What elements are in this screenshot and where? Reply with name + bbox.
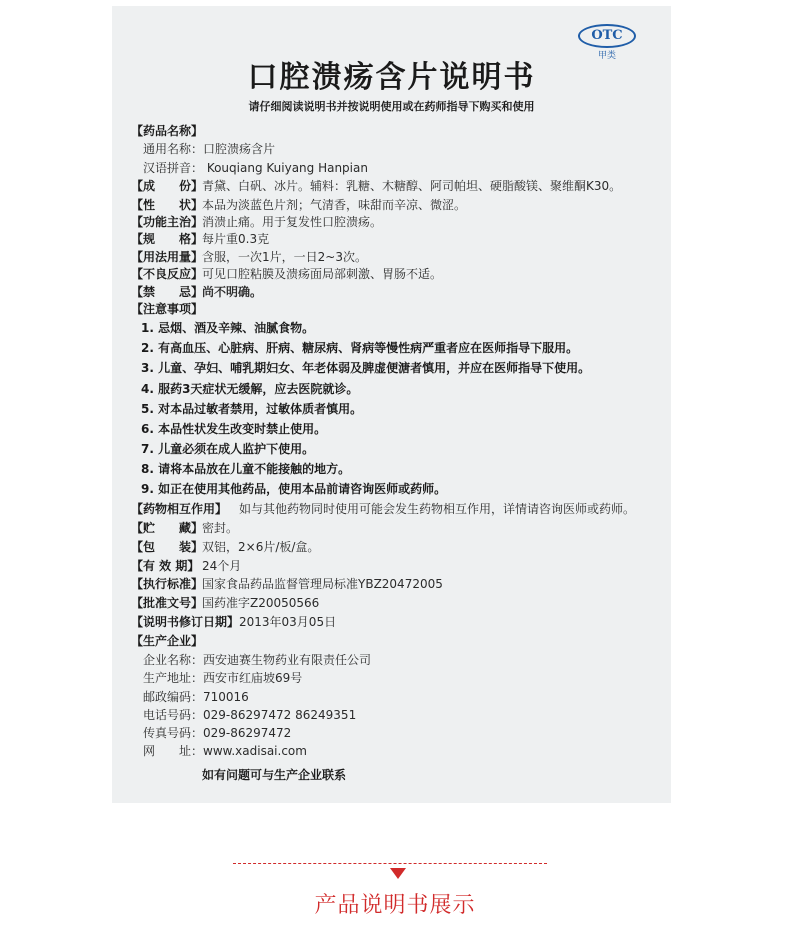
pinyin-name: 汉语拼音： Kouqiang Kuiyang Hanpian (143, 161, 368, 175)
precaution-item: 3. 儿童、孕妇、哺乳期妇女、年老体弱及脾虚便溏者慎用，并应在医师指导下使用。 (141, 361, 591, 375)
revision-row: 【说明书修订日期】2013年03月05日 (131, 615, 337, 629)
contact-note: 如有问题可与生产企业联系 (202, 768, 347, 782)
precaution-item: 2. 有高血压、心脏病、肝病、糖尿病、肾病等慢性病严重者应在医师指导下服用。 (141, 341, 579, 355)
otc-badge: OTC (578, 24, 636, 48)
spec-row: 【规 格】每片重0.3克 (131, 232, 270, 246)
drug-name-heading: 【药品名称】 (131, 124, 204, 138)
ingredients-row: 【成 份】青黛、白矾、冰片。辅料：乳糖、木糖醇、阿司帕坦、硬脂酸镁、聚维酮K30。 (131, 179, 622, 193)
phone-number: 电话号码：029-86297472 86249351 (143, 708, 357, 722)
dosage-row: 【用法用量】含服，一次1片，一日2~3次。 (131, 250, 367, 264)
manufacturer-heading: 【生产企业】 (131, 634, 204, 648)
down-arrow-icon (390, 868, 406, 879)
interaction-row: 【药物相互作用】 如与其他药物同时使用可能会发生药物相互作用，详情请咨询医师或药师。 (131, 502, 636, 516)
website: 网 址：www.xadisai.com (143, 744, 307, 758)
document-title: 口腔溃疡含片说明书 (247, 60, 536, 95)
fax-number: 传真号码：029-86297472 (143, 726, 292, 740)
generic-name: 通用名称：口腔溃疡含片 (143, 142, 276, 156)
company-address: 生产地址：西安市红庙坡69号 (143, 671, 303, 685)
section-divider (233, 863, 547, 864)
package-row: 【包 装】双铝，2×6片/板/盒。 (131, 540, 320, 554)
company-name: 企业名称：西安迪赛生物药业有限责任公司 (143, 653, 372, 667)
precaution-item: 1. 忌烟、酒及辛辣、油腻食物。 (141, 321, 315, 335)
approval-row: 【批准文号】国药准字Z20050566 (131, 596, 320, 610)
postcode: 邮政编码：710016 (143, 690, 249, 704)
section-caption: 产品说明书展示 (314, 893, 476, 918)
storage-row: 【贮 藏】密封。 (131, 521, 239, 535)
properties-row: 【性 状】本品为淡蓝色片剂；气清香，味甜而辛凉、微涩。 (131, 198, 467, 212)
precaution-item: 5. 对本品过敏者禁用，过敏体质者慎用。 (141, 402, 363, 416)
validity-row: 【有 效 期】 24个月 (131, 559, 242, 573)
adverse-row: 【不良反应】可见口腔粘膜及溃疡面局部刺激、胃肠不适。 (131, 267, 443, 281)
contraindication-row: 【禁 忌】尚不明确。 (131, 285, 263, 299)
precaution-item: 9. 如正在使用其他药品，使用本品前请咨询医师或药师。 (141, 482, 447, 496)
precaution-item: 7. 儿童必须在成人监护下使用。 (141, 442, 315, 456)
document-subtitle: 请仔细阅读说明书并按说明使用或在药师指导下购买和使用 (248, 100, 535, 113)
precautions-heading: 【注意事项】 (131, 302, 204, 316)
otc-category: 甲类 (597, 51, 616, 61)
standard-row: 【执行标准】国家食品药品监督管理局标准YBZ20472005 (131, 577, 443, 591)
precaution-item: 4. 服药3天症状无缓解，应去医院就诊。 (141, 382, 359, 396)
precaution-item: 6. 本品性状发生改变时禁止使用。 (141, 422, 327, 436)
precaution-item: 8. 请将本品放在儿童不能接触的地方。 (141, 462, 351, 476)
indications-row: 【功能主治】消溃止痛。用于复发性口腔溃疡。 (131, 215, 383, 229)
